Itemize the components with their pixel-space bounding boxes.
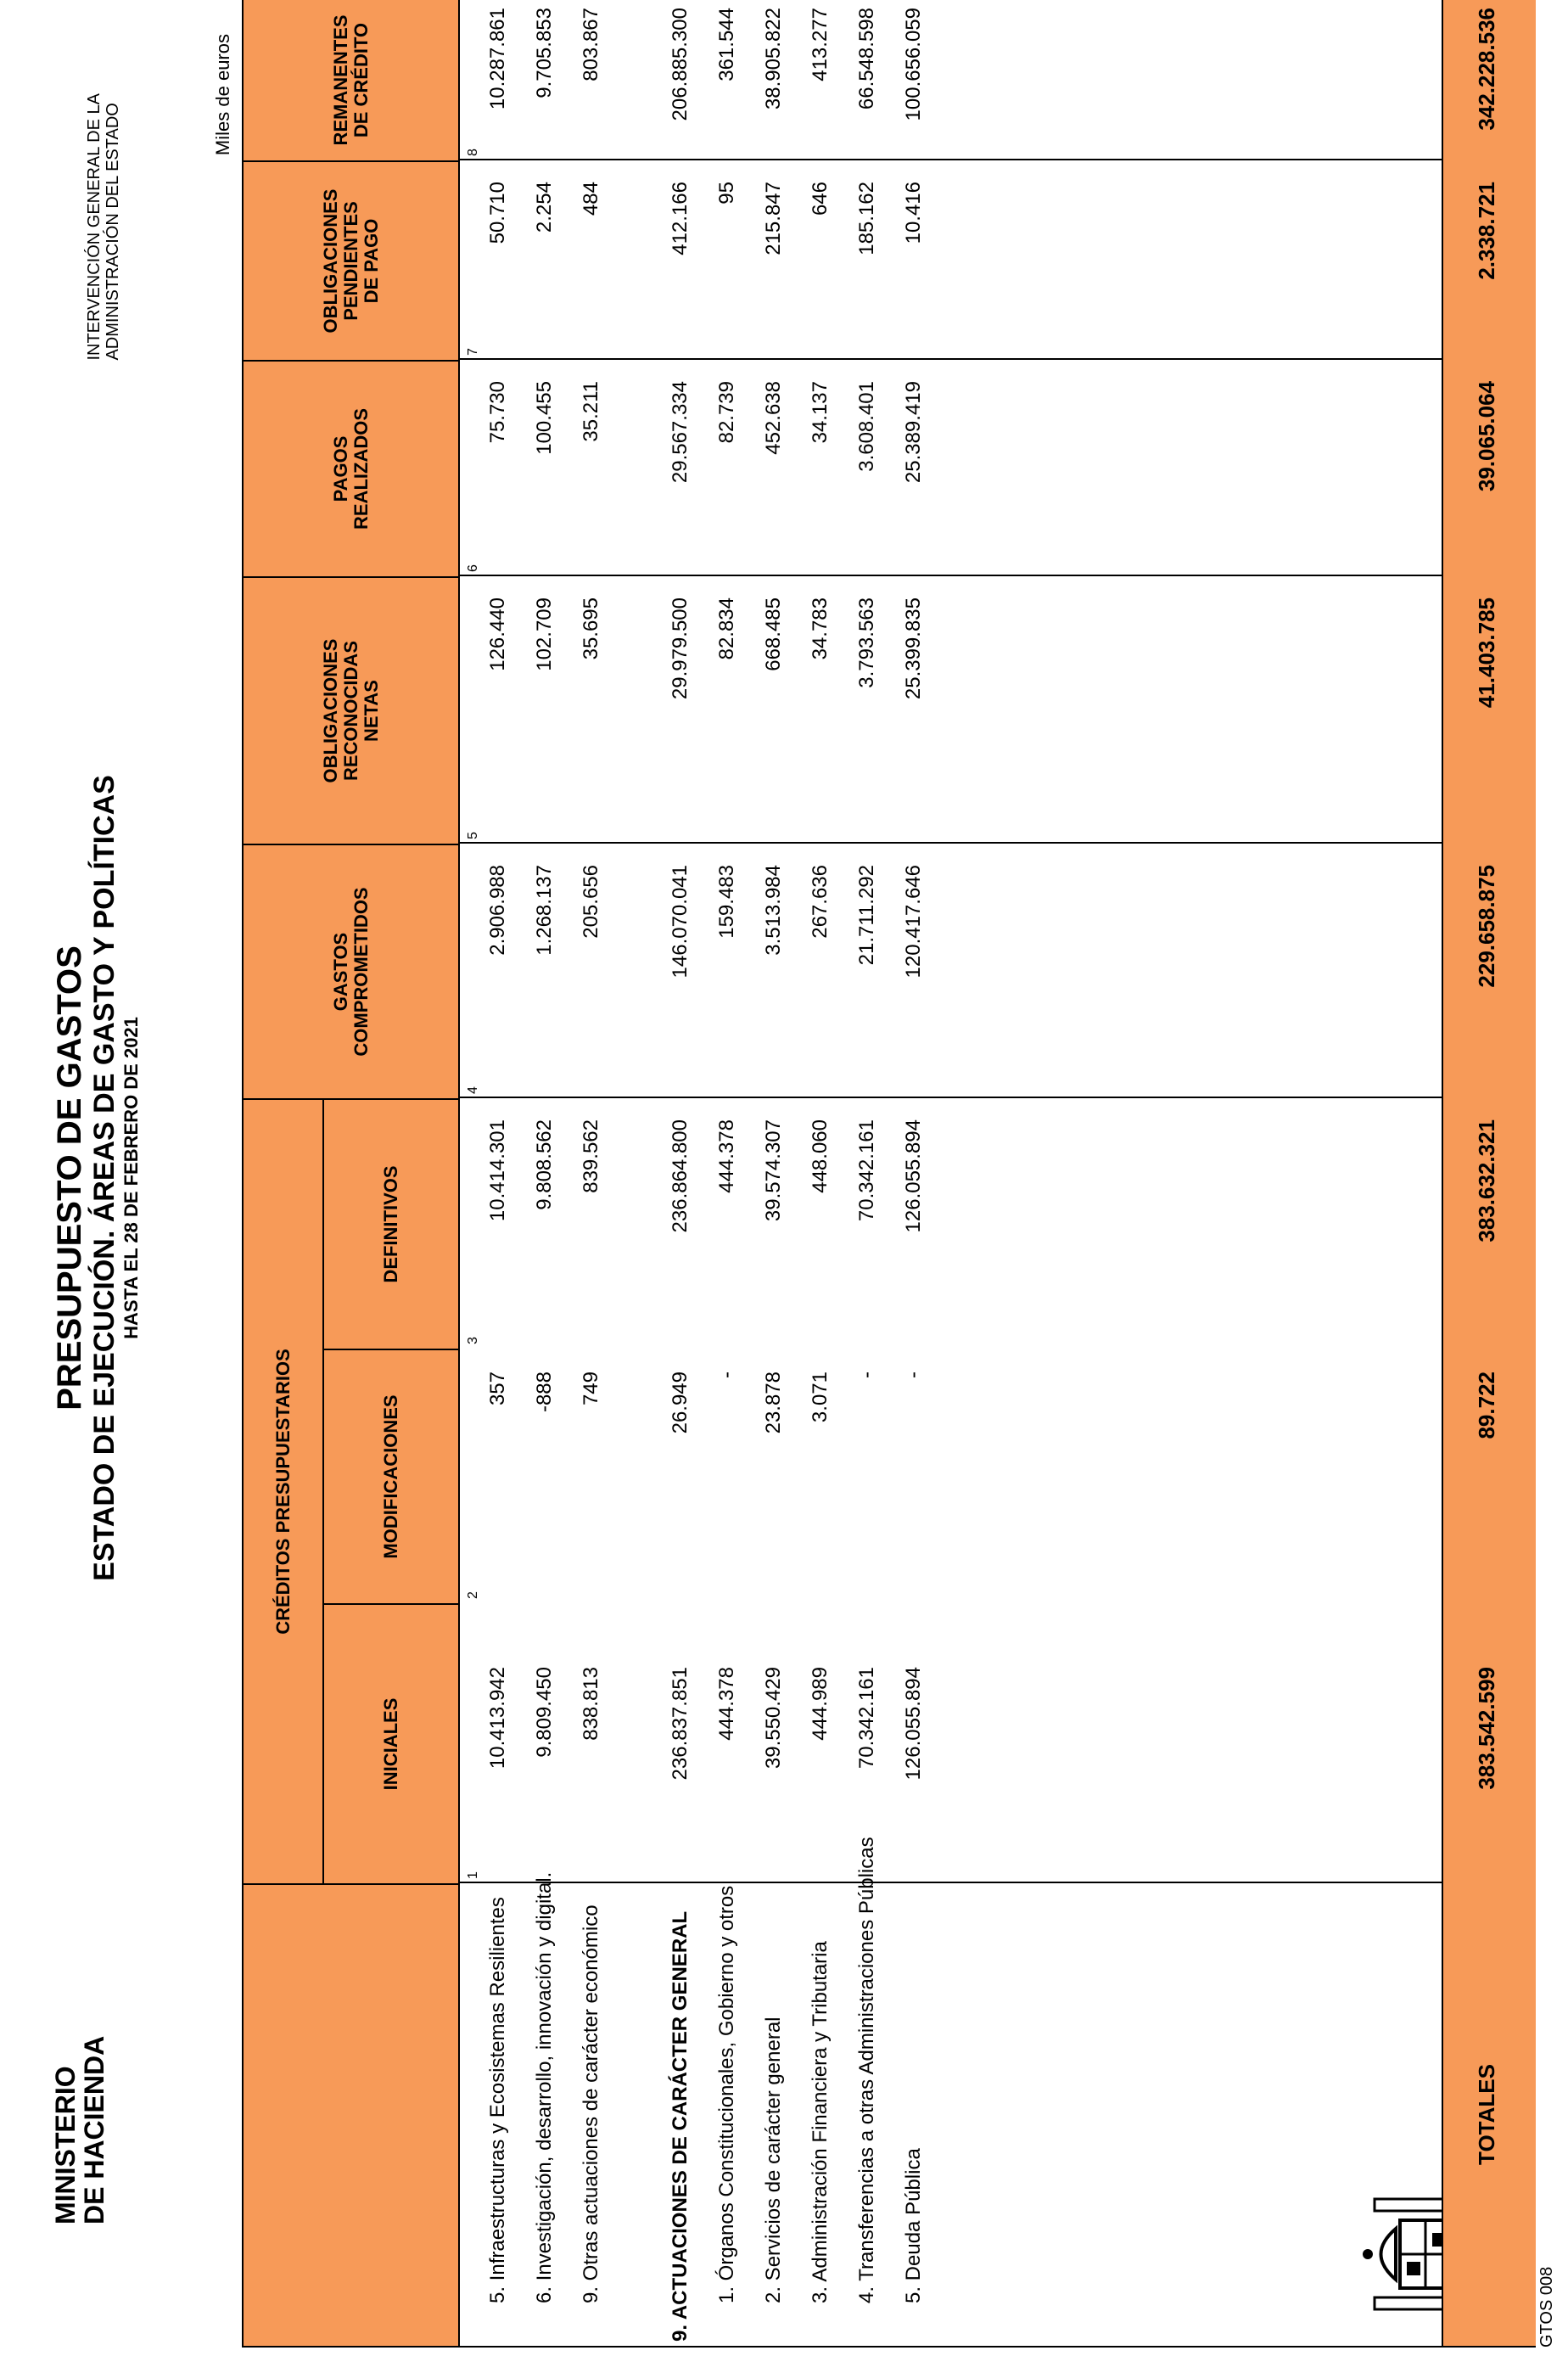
table-cell: 29.979.500: [669, 597, 692, 700]
col-number: 1: [466, 1871, 480, 1879]
table-cell: 2.254: [533, 182, 556, 233]
row-label: 3. Administración Financiera y Tributaria: [809, 1941, 832, 2303]
row-label: 9. ACTUACIONES DE CARÁCTER GENERAL: [669, 1910, 692, 2342]
col-number: 7: [466, 348, 480, 356]
table-cell: 70.342.161: [855, 1667, 878, 1770]
table-cell: 215.847: [762, 182, 785, 255]
col-number: 8: [466, 149, 480, 156]
intervention-line-1: INTERVENCIÓN GENERAL DE LA: [85, 93, 104, 361]
title-line-1: PRESUPUESTO DE GASTOS: [51, 945, 88, 1411]
row-label: 6. Investigación, desarrollo, innovación y digital.: [533, 1871, 556, 2303]
totals-label: TOTALES: [1474, 2064, 1499, 2165]
group-header-creditos: CRÉDITOS PRESUPUESTARIOS: [244, 1098, 324, 1883]
row-label: 5. Infraestructuras y Ecosistemas Resilientes: [486, 1897, 509, 2303]
table-cell: 3.513.984: [762, 865, 785, 956]
table-cell: 3.793.563: [855, 597, 878, 688]
table-cell: 82.834: [715, 597, 738, 660]
table-cell: 34.783: [809, 597, 832, 660]
budget-table: [242, 0, 1536, 2348]
table-cell: 236.864.800: [669, 1119, 692, 1233]
table-cell: 159.483: [715, 865, 738, 939]
table-cell: 9.808.562: [533, 1119, 556, 1210]
table-cell: 749: [580, 1372, 602, 1406]
table-cell: 803.867: [580, 8, 602, 81]
table-cell: 444.989: [809, 1667, 832, 1741]
table-cell: 70.342.161: [855, 1119, 878, 1222]
table-cell: 35.695: [580, 597, 602, 660]
ministry-line-1: MINISTERIO: [50, 2066, 81, 2224]
title-line-3: HASTA EL 28 DE FEBRERO DE 2021: [120, 1017, 142, 1339]
column-divider: [460, 842, 1534, 844]
column-divider: [460, 358, 1534, 360]
table-cell: 120.417.646: [902, 865, 925, 979]
table-cell: 25.399.835: [902, 597, 925, 700]
ministry-line-2: DE HACIENDA: [79, 2035, 109, 2224]
col-header-iniciales: INICIALES: [324, 1603, 460, 1883]
col-header-obligaciones-reconocidas: OBLIGACIONES RECONOCIDAS NETAS: [244, 576, 460, 844]
table-cell: 2.906.988: [486, 865, 509, 956]
table-cell: 10.413.942: [486, 1667, 509, 1770]
table-cell: 66.548.598: [855, 8, 878, 110]
col-header-remanentes: REMANENTES DE CRÉDITO: [244, 0, 460, 160]
intervention-general: [85, 93, 122, 361]
table-cell: 185.162: [855, 182, 878, 255]
table-cell: 413.277: [809, 8, 832, 81]
table-cell: 9.705.853: [533, 8, 556, 98]
totals-cell: 39.065.064: [1474, 381, 1499, 492]
totals-cell: 383.632.321: [1474, 1119, 1499, 1243]
table-cell: 21.711.292: [855, 865, 878, 966]
col-header-gastos-comprometidos: GASTOS COMPROMETIDOS: [244, 844, 460, 1098]
table-cell: 25.389.419: [902, 381, 925, 484]
table-cell: 484: [580, 182, 602, 216]
table-cell: 236.837.851: [669, 1667, 692, 1781]
table-cell: 267.636: [809, 865, 832, 939]
table-cell: 75.730: [486, 381, 509, 444]
table-cell: 100.455: [533, 381, 556, 455]
column-divider: [460, 1097, 1534, 1098]
table-cell: 838.813: [580, 1667, 602, 1741]
totals-cell: 2.338.721: [1474, 182, 1499, 280]
column-divider: [460, 1882, 1534, 1883]
table-cell: 126.055.894: [902, 1667, 925, 1781]
intervention-line-2: ADMINISTRACIÓN DEL ESTADO: [104, 103, 122, 361]
table-cell: 205.656: [580, 865, 602, 939]
table-cell: 444.378: [715, 1119, 738, 1193]
row-label: 4. Transferencias a otras Administraciones Públicas: [855, 1837, 878, 2303]
table-cell: 3.071: [809, 1372, 832, 1423]
table-cell: 9.809.450: [533, 1667, 556, 1758]
totals-cell: 41.403.785: [1474, 597, 1499, 709]
table-cell: 50.710: [486, 182, 509, 244]
column-divider: [460, 159, 1534, 160]
col-number: 5: [466, 832, 480, 839]
table-cell: 10.416: [902, 182, 925, 244]
col-header-obligaciones-pendientes: OBLIGACIONES PENDIENTES DE PAGO: [244, 160, 460, 360]
table-cell: 448.060: [809, 1119, 832, 1193]
col-number: 6: [466, 564, 480, 572]
table-cell: 95: [715, 182, 738, 205]
table-cell: 412.166: [669, 182, 692, 255]
table-cell: 39.550.429: [762, 1667, 785, 1770]
table-cell: 444.378: [715, 1667, 738, 1741]
totals-cell: 229.658.875: [1474, 865, 1499, 988]
table-cell: 361.544: [715, 8, 738, 81]
table-cell: 10.287.861: [486, 8, 509, 110]
table-cell: 3.608.401: [855, 381, 878, 472]
col-number: 3: [466, 1337, 480, 1344]
table-cell: 102.709: [533, 597, 556, 671]
form-code: GTOS 008: [1537, 2266, 1556, 2348]
table-cell: 23.878: [762, 1372, 785, 1434]
table-cell: 646: [809, 182, 832, 216]
table-cell: 29.567.334: [669, 381, 692, 484]
table-cell: 839.562: [580, 1119, 602, 1193]
table-cell: 34.137: [809, 381, 832, 444]
units-label: Miles de euros: [212, 34, 233, 156]
row-label: 2. Servicios de carácter general: [762, 2017, 785, 2303]
column-divider: [460, 575, 1534, 576]
table-cell: 38.905.822: [762, 8, 785, 110]
col-number: 4: [466, 1086, 480, 1094]
table-cell: 82.739: [715, 381, 738, 444]
totals-cell: 89.722: [1474, 1372, 1499, 1439]
table-cell: -: [715, 1372, 738, 1378]
table-cell: 26.949: [669, 1372, 692, 1434]
table-cell: -: [855, 1372, 878, 1378]
row-label: 9. Otras actuaciones de carácter económico: [580, 1904, 602, 2303]
table-cell: 10.414.301: [486, 1119, 509, 1222]
row-label: 5. Deuda Pública: [902, 2148, 925, 2303]
table-cell: 126.055.894: [902, 1119, 925, 1233]
label-column-header: [244, 1883, 460, 2346]
table-cell: -888: [533, 1372, 556, 1413]
table-cell: 126.440: [486, 597, 509, 671]
col-header-pagos-realizados: PAGOS REALIZADOS: [244, 360, 460, 576]
table-cell: 146.070.041: [669, 865, 692, 979]
col-number: 2: [466, 1591, 480, 1599]
table-cell: 668.485: [762, 597, 785, 671]
col-header-modificaciones: MODIFICACIONES: [324, 1349, 460, 1603]
table-cell: 452.638: [762, 381, 785, 455]
row-label: 1. Órganos Constitucionales, Gobierno y otros: [715, 1885, 738, 2303]
table-cell: -: [902, 1372, 925, 1378]
totals-cell: 342.228.536: [1474, 8, 1499, 131]
table-cell: 206.885.300: [669, 8, 692, 121]
table-cell: 35.211: [580, 381, 602, 442]
table-cell: 39.574.307: [762, 1119, 785, 1222]
totals-cell: 383.542.599: [1474, 1667, 1499, 1790]
table-cell: 357: [486, 1372, 509, 1406]
table-cell: 1.268.137: [533, 865, 556, 956]
table-cell: 100.656.059: [902, 8, 925, 121]
title-line-2: ESTADO DE EJECUCIÓN. ÁREAS DE GASTO Y POLÍTICAS: [88, 775, 120, 1581]
col-header-definitivos: DEFINITIVOS: [324, 1098, 460, 1349]
